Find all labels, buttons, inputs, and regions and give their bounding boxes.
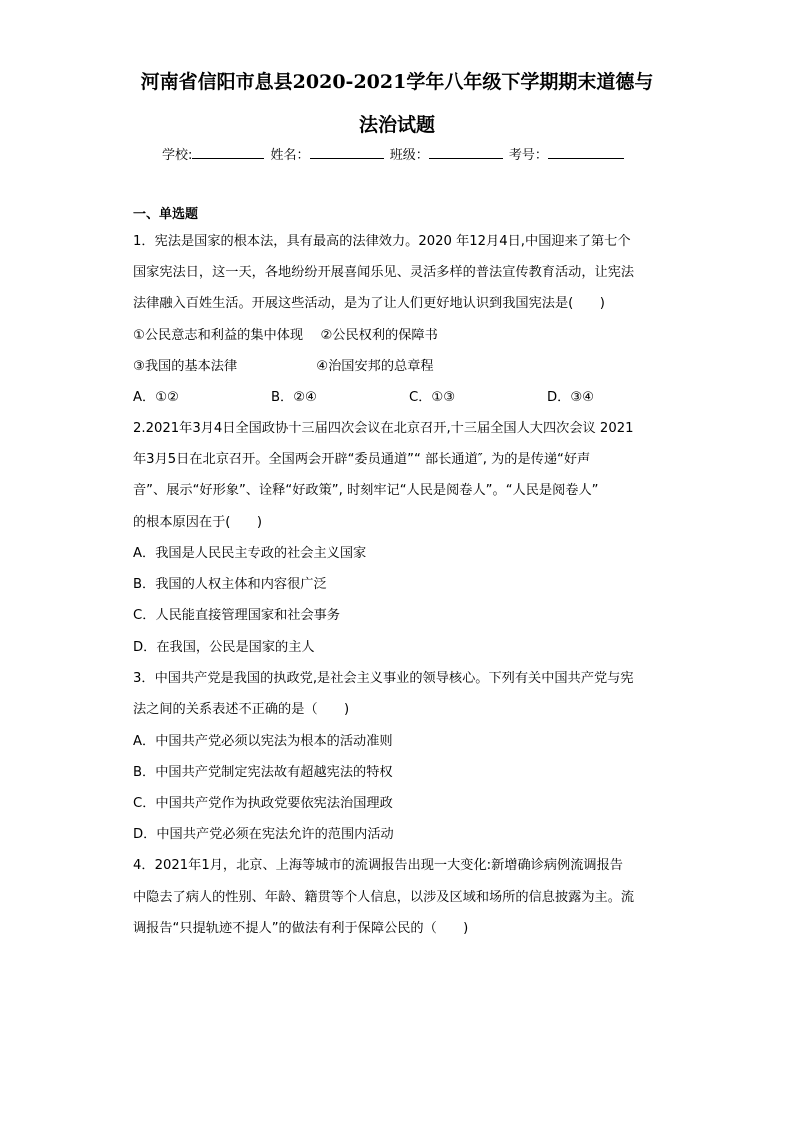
q2-line: 年3月5日在北京召开。全国两会开辟“委员通道”“ 部长通道″, 为的是传递“好声	[133, 452, 591, 467]
q2-line: 音”、展示“好形象”、诠释“好政策”, 时刻牢记“人民是阅卷人”。“人民是阅卷人”	[133, 483, 599, 498]
exam-title-line1: 河南省信阳市息县2020-2021学年八年级下学期期末道德与	[140, 71, 654, 93]
q2-option-b[interactable]: B．我国的人权主体和内容很广泛	[133, 577, 327, 592]
q1-statement: ①公民意志和利益的集中体现 ②公民权利的保障书	[133, 328, 438, 343]
q2-option-a[interactable]: A．我国是人民民主专政的社会主义国家	[133, 546, 367, 561]
class-blank[interactable]	[429, 145, 503, 159]
name-blank[interactable]	[310, 145, 384, 159]
q3-line: 法之间的关系表述不正确的是（ )	[133, 702, 350, 717]
q2-option-d[interactable]: D．在我国，公民是国家的主人	[133, 640, 315, 655]
q4-line: 调报告“只提轨迹不提人”的做法有利于保障公民的（ )	[133, 921, 469, 936]
school-label: 学校:	[162, 148, 193, 163]
q4-line: 4．2021年1月，北京、上海等城市的流调报告出现一大变化:新增确诊病例流调报告	[133, 858, 623, 873]
q4-line: 中隐去了病人的性别、年龄、籍贯等个人信息，以涉及区域和场所的信息披露为主。流	[133, 890, 635, 905]
q1-option-c[interactable]: C．①③	[409, 390, 456, 405]
q3-option-c[interactable]: C．中国共产党作为执政党要依宪法治国理政	[133, 796, 393, 811]
q1-line: 1．宪法是国家的根本法，具有最高的法律效力。2020 年12月4日,中国迎来了第七个	[133, 234, 631, 249]
q2-line: 2.2021年3月4日全国政协十三届四次会议在北京召开,十三届全国人大四次会议 2021	[133, 421, 634, 436]
q1-option-d[interactable]: D．③④	[547, 390, 594, 405]
q1-option-b[interactable]: B．②④	[271, 390, 317, 405]
q3-option-d[interactable]: D．中国共产党必须在宪法允许的范围内活动	[133, 827, 394, 842]
exam-no-blank[interactable]	[548, 145, 624, 159]
q2-option-c[interactable]: C．人民能直接管理国家和社会事务	[133, 608, 341, 623]
section-title: 一、单选题	[133, 207, 199, 222]
q1-line: 国家宪法日，这一天，各地纷纷开展喜闻乐见、灵活多样的普法宣传教育活动，让宪法	[133, 265, 635, 280]
name-label: 姓名：	[270, 148, 310, 163]
q3-line: 3．中国共产党是我国的执政党,是社会主义事业的领导核心。下列有关中国共产党与宪	[133, 671, 634, 686]
q3-option-a[interactable]: A．中国共产党必须以宪法为根本的活动准则	[133, 734, 393, 749]
q1-line: 法律融入百姓生活。开展这些活动，是为了让人们更好地认识到我国宪法是( )	[133, 296, 605, 311]
class-label: 班级：	[389, 148, 429, 163]
q1-statement: ③我国的基本法律 ④治国安邦的总章程	[133, 359, 434, 374]
q1-option-a[interactable]: A．①②	[133, 390, 179, 405]
exam-no-label: 考号：	[508, 148, 548, 163]
school-blank[interactable]	[192, 145, 264, 159]
exam-title-line2: 法治试题	[358, 114, 435, 136]
q3-option-b[interactable]: B．中国共产党制定宪法故有超越宪法的特权	[133, 765, 393, 780]
student-info-row	[162, 145, 642, 165]
q2-line: 的根本原因在于( )	[133, 515, 262, 530]
